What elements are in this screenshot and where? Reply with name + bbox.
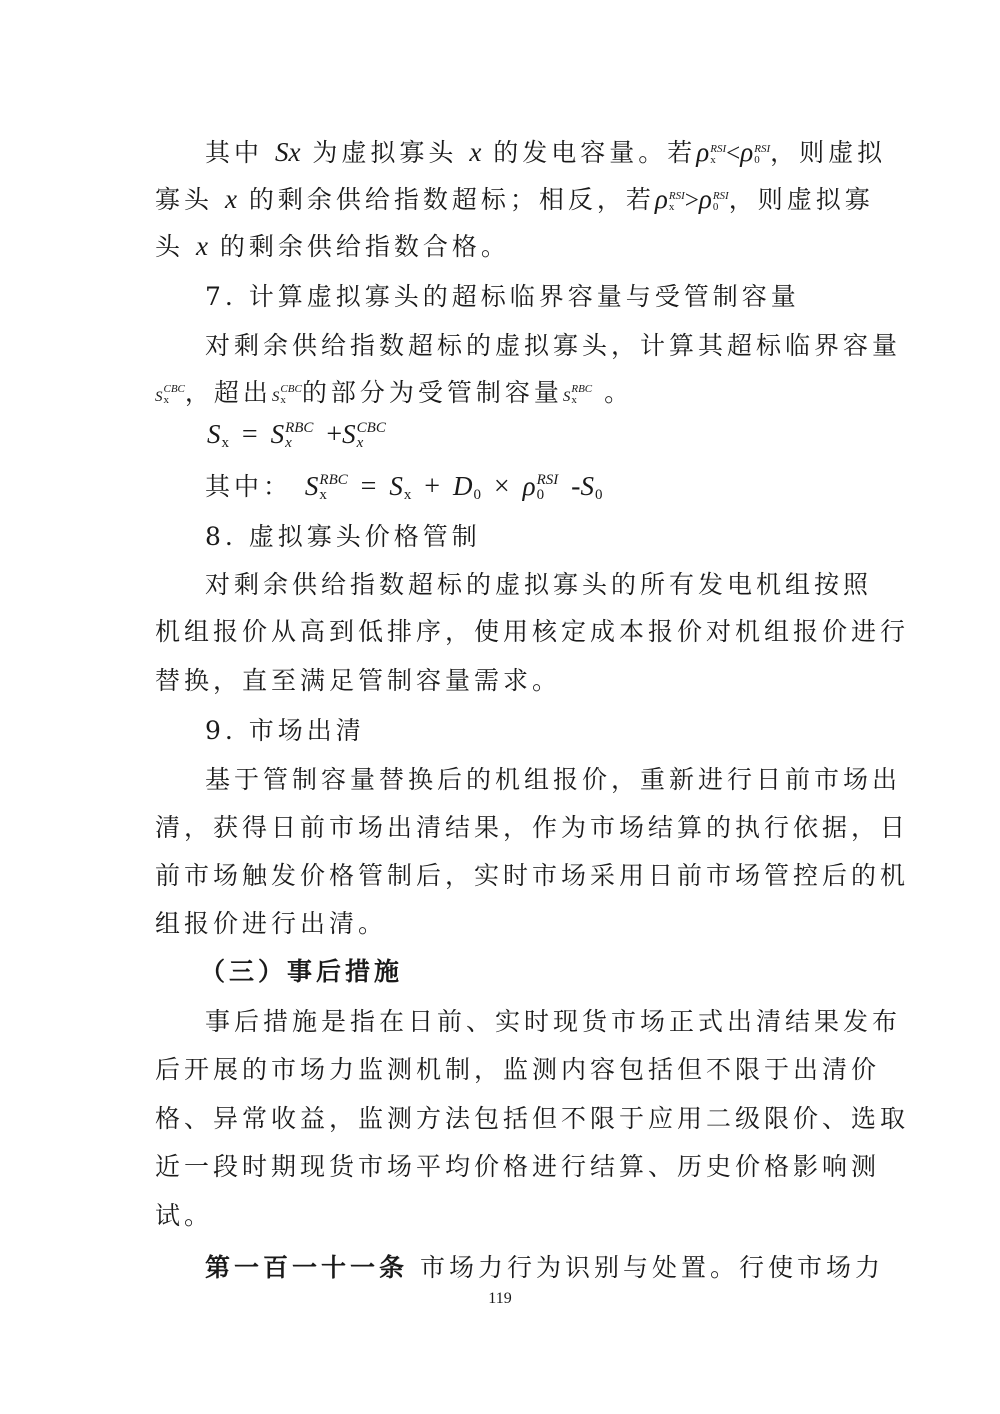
formula-capacity-sum: S x = S RBC x +S CBC x — [207, 419, 386, 451]
paragraph-line: 其中 Sx 为虚拟寡头 x 的发电容量。若ρ RSI x <ρ RSI 0 ，则虚拟 — [205, 137, 887, 167]
section-heading: 8. 虚拟寡头价格管制 — [205, 522, 481, 551]
section-heading: 9. 市场出清 — [205, 716, 365, 745]
paragraph-line: 替换，直至满足管制容量需求。 — [155, 666, 562, 695]
paragraph-line: 寡头 x 的剩余供给指数超标；相反，若ρ RSI x >ρ RSI 0 ，则虚拟寡 — [155, 184, 874, 214]
paragraph-line: 头 x 的剩余供给指数合格。 — [155, 231, 510, 261]
formula-inline: ρ RSI x <ρ RSI 0 — [696, 137, 771, 167]
paragraph-line: 格、异常收益，监测方法包括但不限于应用二级限价、选取 — [155, 1104, 910, 1133]
formula-regulated-capacity: 其中： S RBC x = S x + D 0 × ρ RSI 0 -S 0 — [205, 471, 603, 503]
formula-inline: ρ RSI x >ρ RSI 0 — [654, 184, 729, 214]
paragraph-line: 机组报价从高到低排序，使用核定成本报价对机组报价进行 — [155, 617, 910, 646]
paragraph-line: 清，获得日前市场出清结果，作为市场结算的执行依据，日 — [155, 813, 910, 842]
paragraph-line: 组报价进行出清。 — [155, 909, 388, 938]
subsection-heading: （三）事后措施 — [200, 957, 404, 986]
paragraph-line: 对剩余供给指数超标的虚拟寡头，计算其超标临界容量 — [205, 331, 902, 360]
paragraph-line: 基于管制容量替换后的机组报价，重新进行日前市场出 — [205, 765, 902, 794]
paragraph-line: 近一段时期现货市场平均价格进行结算、历史价格影响测 — [155, 1152, 881, 1181]
article-line: 第一百一十一条 市场力行为识别与处置。行使市场力 — [205, 1253, 884, 1282]
paragraph-line: 对剩余供给指数超标的虚拟寡头的所有发电机组按照 — [205, 570, 873, 599]
section-heading: 7. 计算虚拟寡头的超标临界容量与受管制容量 — [205, 282, 800, 311]
paragraph-line: 后开展的市场力监测机制，监测内容包括但不限于出清价 — [155, 1055, 881, 1084]
article-number: 第一百一十一条 — [205, 1253, 409, 1282]
paragraph-line: 试。 — [155, 1201, 214, 1230]
paragraph-line: S CBC x ，超出S CBC x 的部分为受管制容量S RBC x 。 — [155, 378, 634, 407]
page-number: 119 — [488, 1290, 512, 1307]
paragraph-line: 前市场触发价格管制后，实时市场采用日前市场管控后的机 — [155, 861, 910, 890]
paragraph-line: 事后措施是指在日前、实时现货市场正式出清结果发布 — [205, 1007, 902, 1036]
